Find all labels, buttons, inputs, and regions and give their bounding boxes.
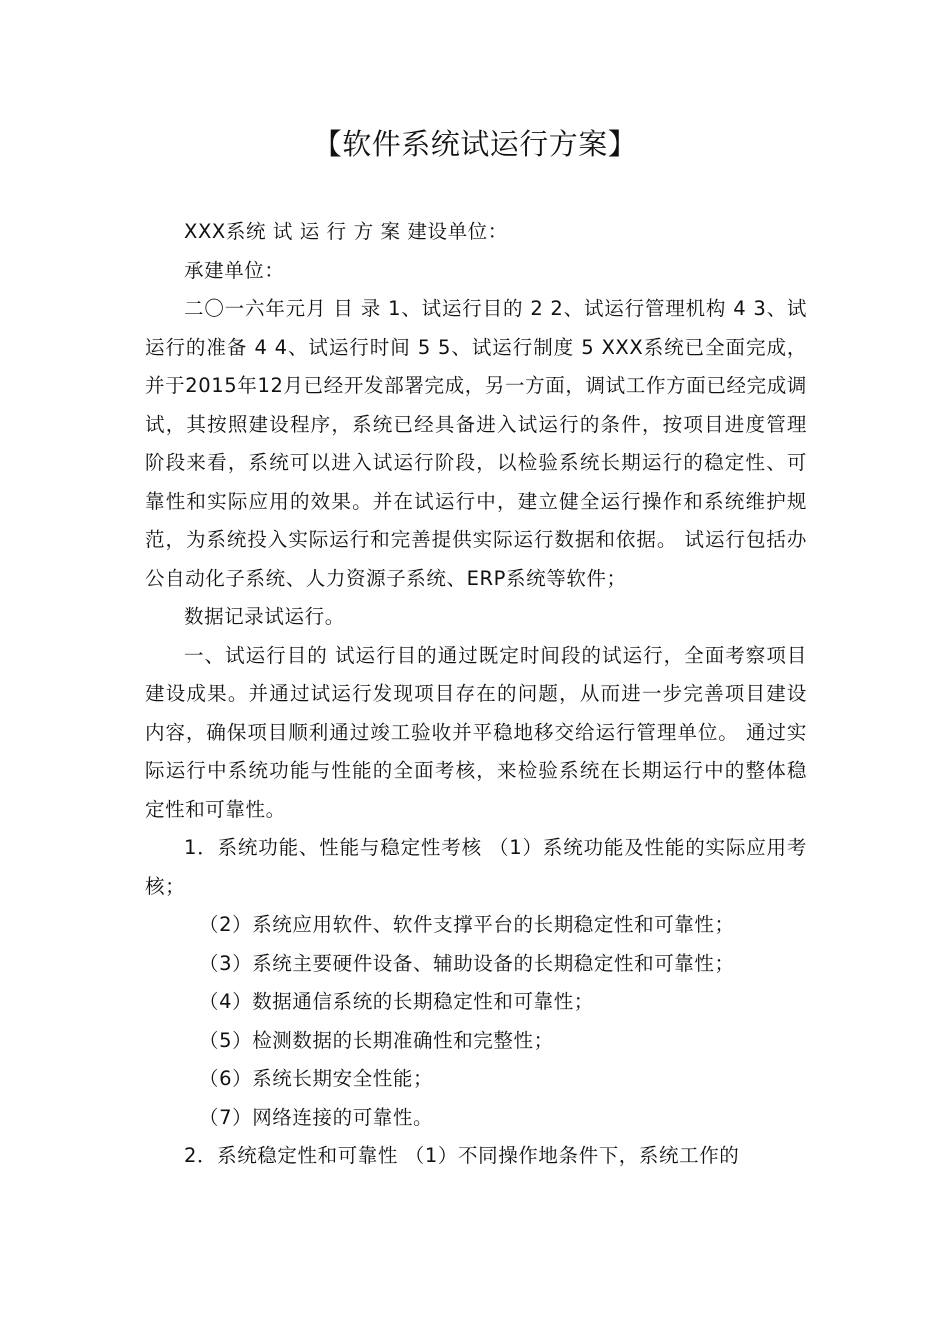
paragraph-purpose: 一、试运行目的 试运行目的通过既定时间段的试运行，全面考察项目建设成果。并通过试运行发现项目存在的问题，从而进一步完善项目建设内容，确保项目顺利通过竣工验收并平稳地移交给运行管理单位。 通过实际运行中系统功能与性能的全面考核，来检验系统在长期运行中的整体稳定性和可靠性。 <box>145 643 807 821</box>
list-item: （4）数据通信系统的长期稳定性和可靠性； <box>199 990 594 1013</box>
document-body <box>145 213 807 1176</box>
paragraph-contractor: 承建单位： <box>184 258 285 282</box>
list-item: （6）系统长期安全性能； <box>199 1067 434 1090</box>
paragraph-overview: 二〇一六年元月 目 录 1、试运行目的 2 2、试运行管理机构 4 3、试运行的准备 4 4、试运行时间 5 5、试运行制度 5 XXX系统已全面完成，并于2015年12月已经开发部署完成，另一方面，调试工作方面已经完成调试，其按照建设程序，系统已经具备进入试运行的条件，按项目进度管理阶段来看，系统可以进入试运行阶段，以检验系统长期运行的稳定性、可靠性和实际应用的效果。并在试运行中，建立健全运行操作和系统维护规范，为系统投入实际运行和完善提供实际运行数据和依据。 试运行包括办公自动化子系统、人力资源子系统、ERP系统等软件； <box>145 297 807 590</box>
paragraph-data-record: 数据记录试运行。 <box>184 605 345 628</box>
paragraph-stability: 2．系统稳定性和可靠性 （1）不同操作地条件下，系统工作的 <box>184 1144 740 1167</box>
list-item: （5）检测数据的长期准确性和完整性； <box>199 1028 554 1052</box>
paragraph-header-line: XXX系统 试 运 行 方 案 建设单位： <box>184 220 508 243</box>
document-title: 【软件系统试运行方案】 <box>312 127 638 161</box>
paragraph-assessment: 1．系统功能、性能与稳定性考核 （1）系统功能及性能的实际应用考核； <box>145 836 807 898</box>
list-item: （7）网络连接的可靠性。 <box>199 1105 434 1129</box>
list-item: （2）系统应用软件、软件支撑平台的长期稳定性和可靠性； <box>199 913 735 936</box>
list-item: （3）系统主要硬件设备、辅助设备的长期稳定性和可靠性； <box>199 951 735 975</box>
